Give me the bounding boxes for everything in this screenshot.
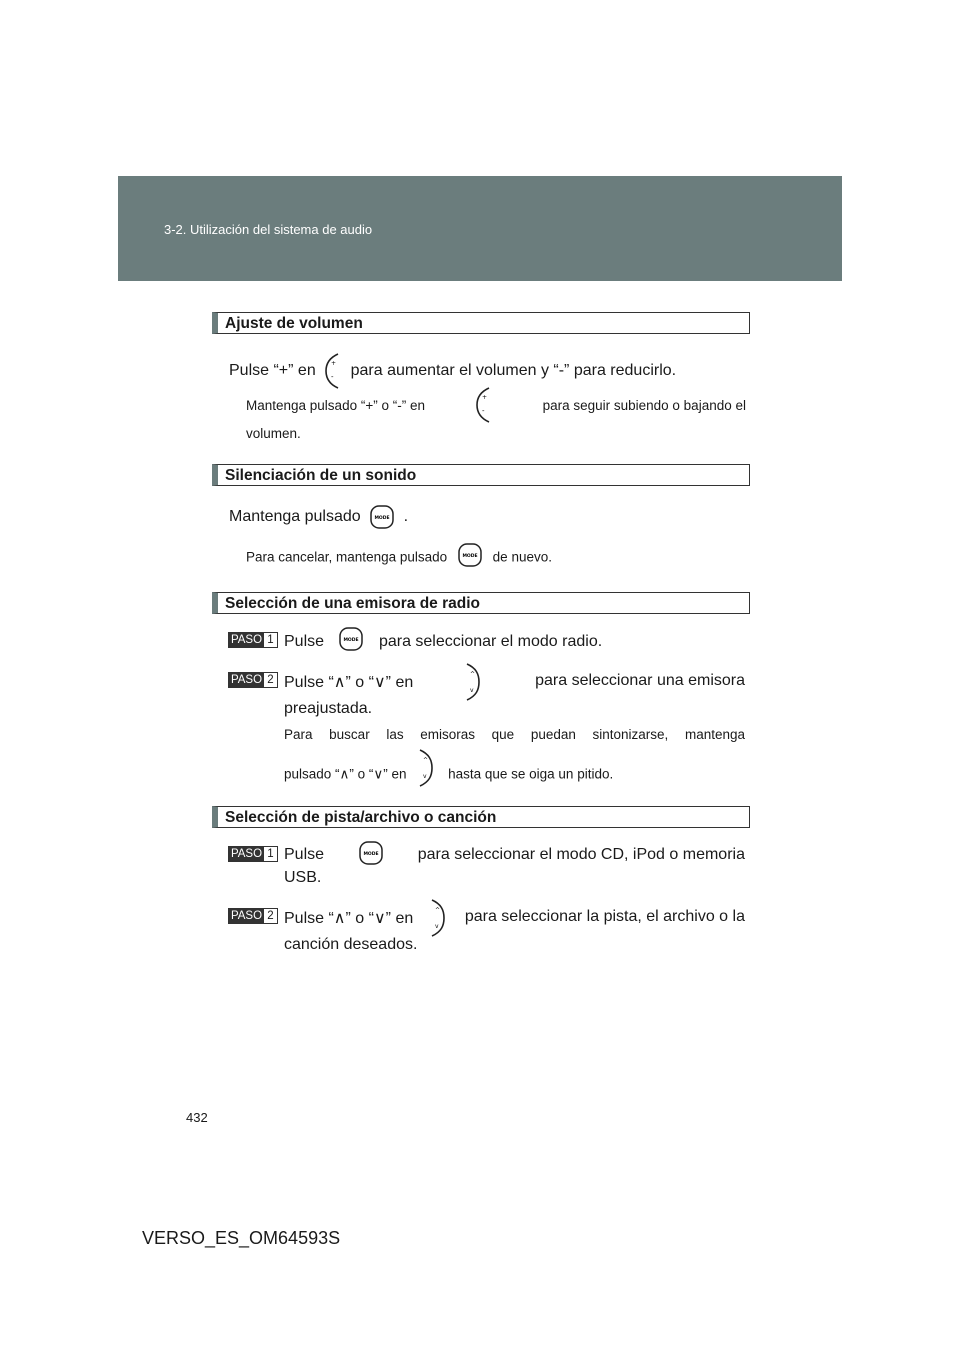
- step-badge-1: PASO 1: [228, 632, 278, 648]
- seek-switch-icon: [414, 748, 440, 788]
- svg-text:v: v: [423, 773, 427, 780]
- svg-text:^: ^: [423, 757, 429, 764]
- breadcrumb: 3-2. Utilización del sistema de audio: [164, 222, 373, 237]
- svg-text:MODE: MODE: [462, 554, 478, 559]
- section-title: Ajuste de volumen: [225, 315, 363, 332]
- svg-text:v: v: [435, 923, 439, 930]
- radio-step1: Pulse MODE para seleccionar el modo radio.: [284, 632, 602, 652]
- chapter-header: [118, 176, 842, 281]
- volume-note-line2: volumen.: [246, 426, 301, 441]
- svg-text:MODE: MODE: [363, 852, 379, 857]
- track-step2-cont: canción deseados.: [284, 936, 418, 953]
- page-number: 432: [186, 1110, 208, 1125]
- mode-button-icon: [358, 840, 384, 866]
- svg-text:^: ^: [470, 671, 476, 678]
- svg-text:MODE: MODE: [374, 516, 390, 521]
- volume-note-line1: Mantenga pulsado “+” o “-” en + - para seguir subiendo o bajando el: [246, 398, 746, 424]
- track-step2: Pulse “∧” o “∨” en ^ v para seleccionar la pista, el archivo o la: [284, 908, 745, 938]
- step-badge-1: PASO 1: [228, 846, 278, 862]
- document-code: VERSO_ES_OM64593S: [142, 1228, 341, 1248]
- mute-note: Para cancelar, mantenga pulsado MODE de nuevo.: [246, 548, 552, 568]
- svg-text:+: +: [331, 360, 337, 367]
- radio-note-line2: pulsado “∧” o “∨” en ^ v hasta que se oiga un pitido.: [284, 762, 613, 788]
- section-heading-volume: [212, 312, 750, 334]
- volume-instruction: Pulse “+” en + - para aumentar el volumen y “-” para reducirlo.: [229, 352, 676, 390]
- seek-switch-icon: [461, 662, 487, 702]
- radio-step2: Pulse “∧” o “∨” en ^ v para seleccionar una emisora: [284, 672, 745, 702]
- volume-switch-icon: [320, 352, 346, 390]
- svg-text:MODE: MODE: [343, 638, 360, 643]
- svg-text:v: v: [470, 687, 474, 694]
- section-heading-mute: [212, 464, 750, 486]
- step-badge-2: PASO 2: [228, 908, 278, 924]
- svg-text:^: ^: [435, 907, 441, 914]
- step-badge-2: PASO 2: [228, 672, 278, 688]
- section-title: Selección de una emisora de radio: [225, 595, 480, 612]
- section-title: Silenciación de un sonido: [225, 467, 417, 484]
- section-heading-radio: [212, 592, 750, 614]
- mode-button-icon: [338, 626, 364, 652]
- mode-button-icon: [457, 542, 483, 568]
- track-step1-cont: USB.: [284, 869, 322, 886]
- mode-button-icon: [369, 504, 395, 530]
- volume-switch-icon: [471, 386, 497, 424]
- radio-step2-cont: preajustada.: [284, 700, 373, 717]
- section-heading-track: [212, 806, 750, 828]
- svg-text:-: -: [481, 407, 485, 415]
- seek-switch-icon: [426, 898, 452, 938]
- section-title: Selección de pista/archivo o canción: [225, 809, 497, 826]
- svg-text:+: +: [481, 394, 487, 401]
- mute-instruction: Mantenga pulsado MODE .: [229, 504, 408, 530]
- radio-note-line1: Para buscar las emisoras que puedan sintonizarse, mantenga: [284, 727, 745, 742]
- svg-text:-: -: [331, 373, 334, 381]
- track-step1: Pulse MODE para seleccionar el modo CD, iPod o memoria: [284, 846, 745, 866]
